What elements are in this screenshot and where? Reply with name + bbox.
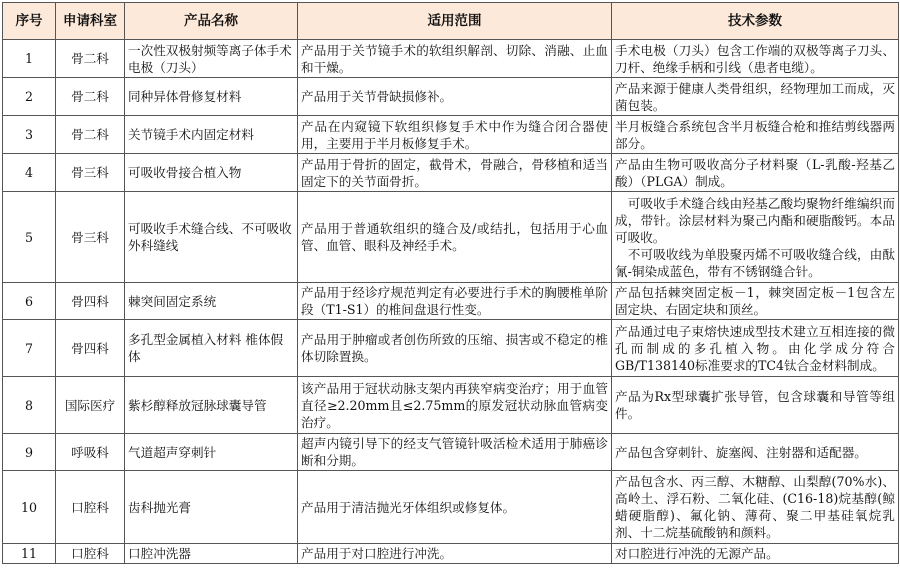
cell-no: 11 (3, 544, 56, 564)
table-row (3, 40, 899, 78)
cell-dept: 骨四科 (56, 320, 125, 377)
table-row (3, 116, 899, 154)
table-row (3, 320, 899, 377)
header-tech: 技术参数 (612, 3, 899, 40)
table-row (3, 78, 899, 116)
cell-scope: 产品用于骨折的固定，截骨术，骨融合，骨移植和适当固定下的关节面骨折。 (298, 154, 612, 192)
cell-dept: 骨二科 (56, 116, 125, 154)
cell-no: 3 (3, 116, 56, 154)
table-row (3, 192, 899, 283)
cell-dept: 骨四科 (56, 283, 125, 320)
cell-product: 棘突间固定系统 (125, 283, 298, 320)
cell-no: 8 (3, 377, 56, 434)
cell-product: 同种异体骨修复材料 (125, 78, 298, 116)
cell-scope: 超声内镜引导下的经支气管镜针吸活检术适用于肺癌诊断和分期。 (298, 434, 612, 471)
cell-scope: 产品用于关节骨缺损修补。 (298, 78, 612, 116)
cell-product: 一次性双极射频等离子体手术电极（刀头） (125, 40, 298, 78)
cell-no: 9 (3, 434, 56, 471)
cell-product: 口腔冲洗器 (125, 544, 298, 564)
table-header-row (3, 3, 899, 40)
cell-product: 关节镜手术内固定材料 (125, 116, 298, 154)
cell-tech: 产品来源于健康人类骨组织，经物理加工而成，灭菌包装。 (612, 78, 899, 116)
cell-product: 紫杉醇释放冠脉球囊导管 (125, 377, 298, 434)
cell-no: 10 (3, 471, 56, 544)
cell-dept: 口腔科 (56, 544, 125, 564)
cell-tech: 产品包括棘突固定板－1，棘突固定板－1包含左固定块、右固定块和顶丝。 (612, 283, 899, 320)
header-dept: 申请科室 (56, 3, 125, 40)
cell-no: 5 (3, 192, 56, 283)
table-row (3, 283, 899, 320)
cell-dept: 呼吸科 (56, 434, 125, 471)
cell-dept: 骨二科 (56, 78, 125, 116)
cell-product: 可吸收骨接合植入物 (125, 154, 298, 192)
cell-dept: 骨二科 (56, 40, 125, 78)
cell-product: 可吸收手术缝合线、不可吸收外科缝线 (125, 192, 298, 283)
cell-no: 2 (3, 78, 56, 116)
cell-tech: 产品由生物可吸收高分子材料聚（L-乳酸-羟基乙酸）（PLGA）制成。 (612, 154, 899, 192)
cell-scope: 产品用于对口腔进行冲洗。 (298, 544, 612, 564)
cell-tech (612, 192, 899, 283)
cell-tech: 产品包含水、丙三醇、木糖醇、山梨醇(70%水)、高岭土、浮石粉、二氧化硅、(C16-18)烷基醇(鲸蜡硬脂醇)、氟化钠、薄荷、聚二甲基硅氧烷乳剂、十二烷基硫酸钠和颜料。 (612, 471, 899, 544)
table-row (3, 471, 899, 544)
header-product: 产品名称 (125, 3, 298, 40)
cell-tech: 产品通过电子束熔快速成型技术建立互相连接的微孔而制成的多孔植入物。由化学成分符合GB/T138140标准要求的TC4钛合金材料制成。 (612, 320, 899, 377)
cell-tech: 对口腔进行冲洗的无源产品。 (612, 544, 899, 564)
cell-scope: 产品用于清洁抛光牙体组织或修复体。 (298, 471, 612, 544)
cell-product: 齿科抛光膏 (125, 471, 298, 544)
header-scope: 适用范围 (298, 3, 612, 40)
cell-tech: 产品包含穿刺针、旋塞阀、注射器和适配器。 (612, 434, 899, 471)
cell-scope: 产品在内窥镜下软组织修复手术中作为缝合闭合器使用，主要用于半月板修复手术。 (298, 116, 612, 154)
table-row (3, 544, 899, 564)
cell-no: 1 (3, 40, 56, 78)
cell-scope: 产品用于关节镜手术的软组织解剖、切除、消融、止血和干燥。 (298, 40, 612, 78)
cell-tech: 半月板缝合系统包含半月板缝合枪和推结剪线器两部分。 (612, 116, 899, 154)
tech-paragraph: 不可吸收线为单股聚丙烯不可吸收缝合线，由酞氰-铜染成蓝色，带有不锈钢缝合针。 (615, 246, 895, 279)
table-row (3, 377, 899, 434)
table-row (3, 154, 899, 192)
cell-dept: 国际医疗 (56, 377, 125, 434)
cell-no: 6 (3, 283, 56, 320)
cell-dept: 口腔科 (56, 471, 125, 544)
cell-dept: 骨三科 (56, 154, 125, 192)
cell-dept: 骨三科 (56, 192, 125, 283)
header-no: 序号 (3, 3, 56, 40)
cell-product: 气道超声穿刺针 (125, 434, 298, 471)
cell-tech: 手术电极（刀头）包含工作端的双极等离子刀头、刀杆、绝缘手柄和引线（患者电缆）。 (612, 40, 899, 78)
table-row (3, 434, 899, 471)
cell-no: 7 (3, 320, 56, 377)
cell-tech: 产品为Rx型球囊扩张导管，包含球囊和导管等组件。 (612, 377, 899, 434)
tech-paragraph: 可吸收手术缝合线由羟基乙酸均聚物纤维编织而成，带针。涂层材料为聚己内酯和硬脂酸钙。本品可吸收。 (615, 195, 895, 245)
cell-no: 4 (3, 154, 56, 192)
product-table (2, 2, 899, 564)
cell-scope: 该产品用于冠状动脉支架内再狭窄病变治疗；用于血管直径≥2.20mm且≤2.75mm的原发冠状动脉血管病变治疗。 (298, 377, 612, 434)
cell-product: 多孔型金属植入材料 椎体假体 (125, 320, 298, 377)
cell-scope: 产品用于普通软组织的缝合及/或结扎，包括用于心血管、血管、眼科及神经手术。 (298, 192, 612, 283)
cell-scope: 产品用于肿瘤或者创伤所致的压缩、损害或不稳定的椎体切除置换。 (298, 320, 612, 377)
cell-scope: 产品用于经诊疗规范判定有必要进行手术的胸腰椎单阶段（T1-S1）的椎间盘退行性变。 (298, 283, 612, 320)
